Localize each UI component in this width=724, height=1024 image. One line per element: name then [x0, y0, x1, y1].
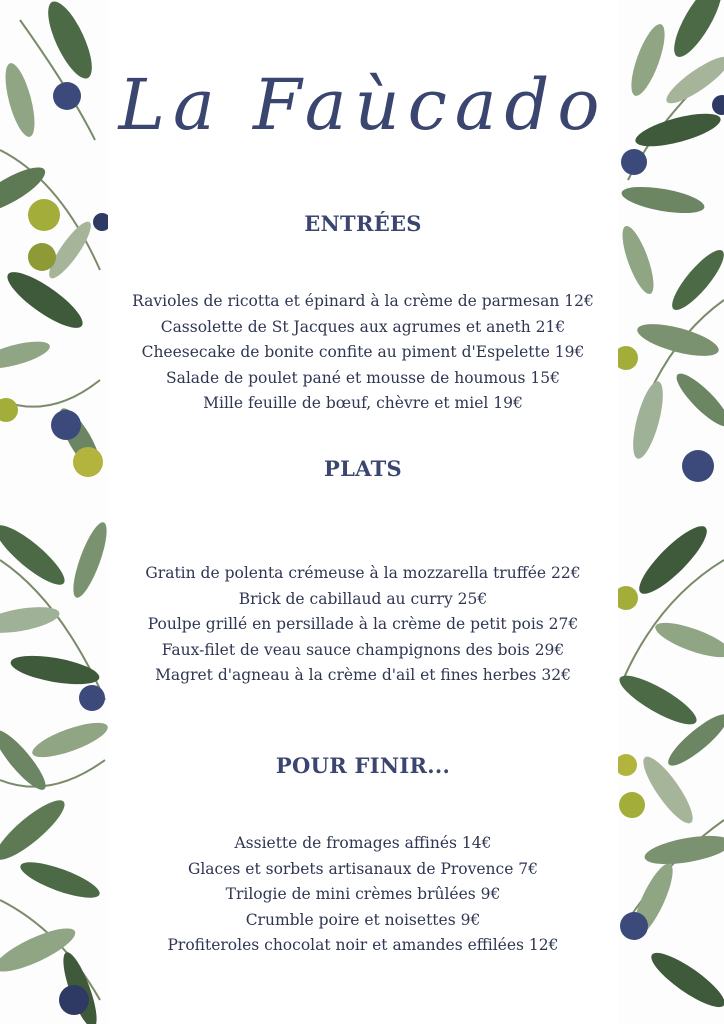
- plats-list: [98, 561, 628, 689]
- list-item: Glaces et sorbets artisanaux de Provence 7€: [187, 859, 539, 878]
- list-item: Cheesecake de bonite confite au piment d'Espelette 19€: [141, 343, 585, 361]
- entrees-list: [98, 289, 628, 417]
- pour-finir-list: [98, 831, 628, 959]
- list-item: Trilogie de mini crèmes brûlées 9€: [225, 885, 501, 903]
- section-title-entrees: ENTRÉES: [304, 211, 422, 236]
- list-item: Brick de cabillaud au curry 25€: [238, 589, 488, 608]
- list-item: Magret d'agneau à la crème d'ail et fines herbes 32€: [155, 666, 571, 684]
- list-item: Assiette de fromages affinés 14€: [234, 834, 492, 852]
- list-item: Faux-filet de veau sauce champignons des bois 29€: [161, 640, 565, 659]
- list-item: Crumble poire et noisettes 9€: [245, 910, 481, 929]
- list-item: Salade de poulet pané et mousse de houmous 15€: [165, 368, 561, 387]
- section-title-pour-finir: POUR FINIR...: [275, 753, 451, 778]
- list-item: Ravioles de ricotta et épinard à la crème de parmesan 12€: [132, 292, 594, 310]
- list-item: Cassolette de St Jacques aux agrumes et aneth 21€: [160, 317, 566, 336]
- restaurant-name: La Faùcado: [118, 64, 608, 146]
- menu-content: [108, 0, 618, 1024]
- list-item: Mille feuille de bœuf, chèvre et miel 19€: [203, 394, 523, 412]
- list-item: Gratin de polenta crémeuse à la mozzarella truffée 22€: [145, 564, 581, 582]
- olive-branch-decoration-left: [0, 0, 108, 1024]
- olive-branch-decoration-right: [618, 0, 724, 1024]
- list-item: Poulpe grillé en persillade à la crème de petit pois 27€: [147, 615, 579, 633]
- list-item: Profiteroles chocolat noir et amandes effilées 12€: [167, 936, 559, 954]
- section-title-plats: PLATS: [324, 456, 402, 481]
